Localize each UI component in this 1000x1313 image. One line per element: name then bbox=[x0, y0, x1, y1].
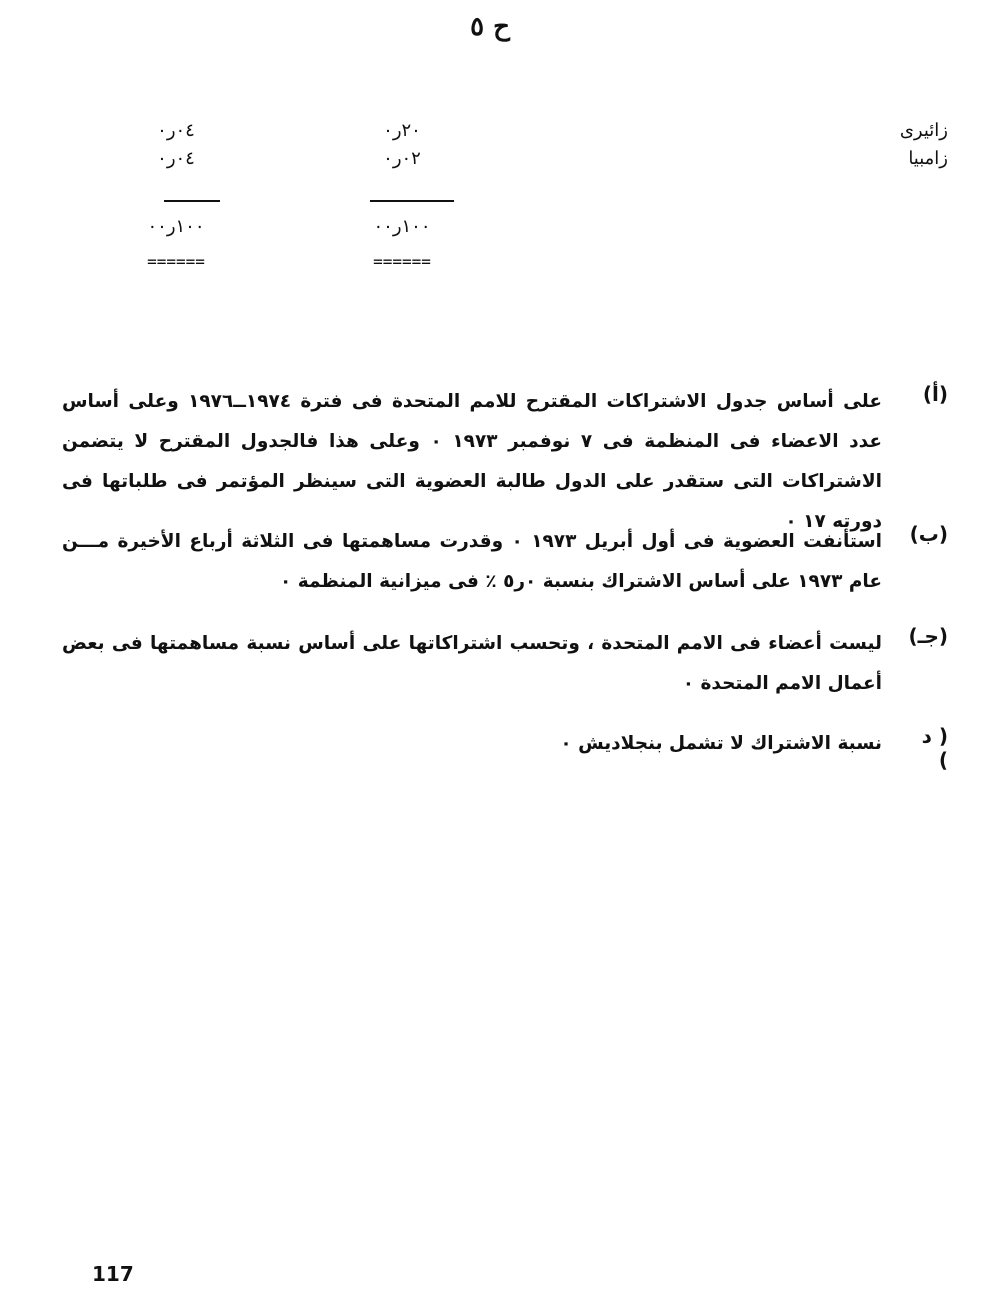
table-cell: ٢٠ر٠ bbox=[383, 120, 421, 141]
sum-rule bbox=[370, 200, 454, 202]
footnote-text: نسبة الاشتراك لا تشمل بنجلاديش ٠ bbox=[560, 733, 882, 754]
table-cell: ٠٤ر٠ bbox=[157, 148, 195, 169]
footnote-marker: (ب) bbox=[909, 522, 948, 546]
country-label: زامبيا bbox=[908, 148, 948, 169]
total-cell: ١٠٠ر٠٠ bbox=[373, 216, 431, 237]
footnote-marker: ( د ) bbox=[921, 724, 948, 772]
footnote-marker: (جـ) bbox=[908, 624, 948, 648]
table-cell: ٠٢ر٠ bbox=[383, 148, 421, 169]
footnote-text: ليست أعضاء فى الامم المتحدة ، وتحسب اشتراكاتها على أساس نسبة مساهمتها فى بعض أعمال الامم المتحدة ٠ bbox=[62, 633, 882, 694]
country-label: زائيرى bbox=[899, 120, 948, 141]
page-header: ح ٥ bbox=[470, 12, 510, 42]
table-cell: ٠٤ر٠ bbox=[157, 120, 195, 141]
sum-rule bbox=[164, 200, 220, 202]
page-number: 117 bbox=[92, 1262, 134, 1286]
double-rule: ====== bbox=[373, 252, 431, 271]
footnote-marker: (أ) bbox=[922, 382, 948, 406]
footnote-text: على أساس جدول الاشتراكات المقترح للامم المتحدة فى فترة ١٩٧٤ــ١٩٧٦ وعلى أساس عدد الاعضاء فى المنظمة فى ٧ نوفمبر ١٩٧٣ ٠ وعلى هذا فالجدول المقترح لا يتضمن الاشتراكات التى ستقدر على الدول طالبة العضوية التى سينظر المؤتمر فى طلباتها فى دورته ١٧ ٠ bbox=[62, 391, 882, 532]
footnote-text: استأنفت العضوية فى أول أبريل ١٩٧٣ ٠ وقدرت مساهمتها فى الثلاثة أرباع الأخيرة مـــن عام ١٩٧٣ على أساس الاشتراك بنسبة ٠ر٥ ٪ فى ميزانية المنظمة ٠ bbox=[62, 531, 882, 592]
total-cell: ١٠٠ر٠٠ bbox=[147, 216, 205, 237]
double-rule: ====== bbox=[147, 252, 205, 271]
